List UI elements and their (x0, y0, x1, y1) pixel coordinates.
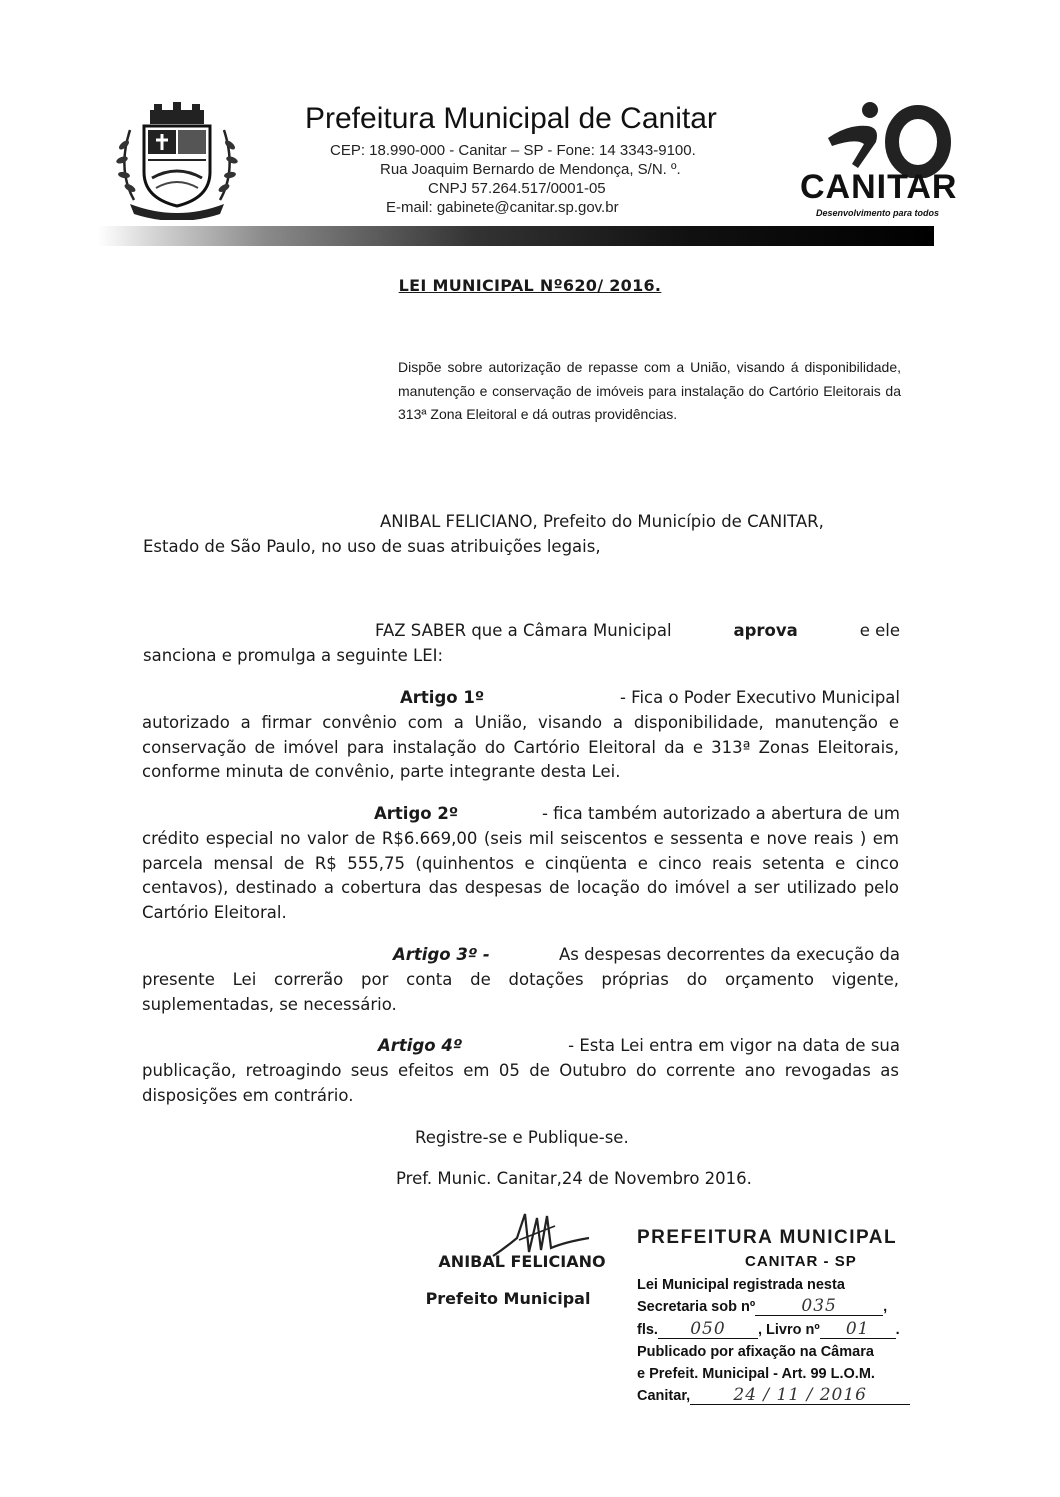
stamp-line-1: Lei Municipal registrada nesta (637, 1277, 845, 1293)
organization-name: Prefeitura Municipal de Canitar (305, 102, 717, 135)
header-divider-bar (98, 226, 934, 246)
article-3-label: Artigo 3º - (393, 945, 490, 964)
registration-stamp (637, 1226, 937, 1408)
intro-line-1: ANIBAL FELICIANO, Prefeito do Município de CANITAR, (380, 512, 824, 531)
stamp-line-6-label: Canitar, (637, 1388, 691, 1405)
article-3-heading (393, 943, 900, 968)
signature-block (412, 1210, 632, 1308)
stamp-book-value: 01 (820, 1321, 896, 1339)
stamp-line-4: Publicado por afixação na Câmara (637, 1343, 874, 1360)
article-4-text: publicação, retroagindo seus efeitos em 05 de Outubro do corrente ano revogadas as disposições em contrário. (142, 1061, 899, 1105)
logo-tagline: Desenvolvimento para todos (816, 208, 940, 218)
logo-wordmark: CANITAR (800, 168, 958, 206)
email-line: E-mail: gabinete@canitar.sp.gov.br (386, 199, 619, 216)
article-2-text: crédito especial no valor de R$6.669,00 (seis mil seiscentos e sessenta e nove reais ) em parcela mensal de R$ 555,75 (quinhentos e cinqüenta e cinco reais setenta e cinco centavos), destinado a cobertura das despesas de locação do imóvel a ser utilizado pelo Cartório Eleitoral. (142, 829, 899, 922)
faz-saber-text: FAZ SABER que a Câmara Municipal (375, 621, 672, 640)
stamp-date-value: 24 / 11 / 2016 (690, 1387, 910, 1405)
faz-saber-bold: aprova (733, 621, 798, 640)
stamp-sheet-value: 050 (658, 1321, 758, 1339)
article-1-first: - Fica o Poder Executivo Municipal (619, 688, 900, 707)
stamp-subtitle: CANITAR - SP (745, 1253, 857, 1270)
article-4-first: - Esta Lei entra em vigor na data de sua (568, 1036, 900, 1055)
signer-role: Prefeito Municipal (425, 1289, 591, 1308)
closing-date: Pref. Munic. Canitar,24 de Novembro 2016. (396, 1169, 752, 1188)
faz-saber-end: e ele (859, 621, 900, 640)
article-2-label: Artigo 2º (374, 804, 459, 823)
intro-line-2: Estado de São Paulo, no uso de suas atribuições legais, (143, 537, 601, 556)
stamp-line-2-label: Secretaria sob nº (637, 1299, 756, 1316)
stamp-line-3-label: fls. (637, 1321, 658, 1338)
address-line-2: Rua Joaquim Bernardo de Mendonça, S/N. º. (380, 161, 681, 178)
stamp-line-3-mid: , Livro nº (757, 1321, 820, 1338)
closing-register: Registre-se e Publique-se. (415, 1128, 629, 1147)
faz-saber-line-2: sanciona e promulga a seguinte LEI: (143, 646, 444, 665)
stamp-title: PREFEITURA MUNICIPAL (637, 1227, 898, 1248)
faz-saber-line-1 (375, 619, 900, 644)
article-3-text: presente Lei correrão por conta de dotações próprias do orçamento vigente, suplementadas, se necessário. (142, 970, 899, 1014)
article-2-heading (374, 802, 900, 827)
canitar-logo (798, 98, 978, 228)
address-line-1: CEP: 18.990-000 - Canitar – SP - Fone: 14 3343-9100. (330, 142, 696, 159)
canitar-logo-figure-icon (818, 98, 958, 178)
article-1-label: Artigo 1º (400, 688, 485, 707)
article-1-text: autorizado a firmar convênio com a União, visando a disponibilidade, manutenção e conservação de imóvel para instalação do Cartório Eleitoral da e 313ª Zonas Eleitorais, conforme minuta de convênio, parte integrante desta Lei. (142, 713, 899, 781)
stamp-line-5: e Prefeit. Municipal - Art. 99 L.O.M. (637, 1366, 875, 1383)
cnpj-line: CNPJ 57.264.517/0001-05 (428, 180, 606, 197)
article-2-first: - fica também autorizado a abertura de um (541, 804, 900, 823)
stamp-line-3: fls. 050 , Livro nº 01 . (637, 1318, 900, 1339)
stamp-line-6 (637, 1385, 937, 1407)
article-1-heading (400, 686, 900, 711)
signer-name: ANIBAL FELICIANO (438, 1252, 606, 1271)
stamp-number-value: 035 (755, 1298, 883, 1316)
article-4-label: Artigo 4º (378, 1036, 463, 1055)
law-summary: Dispõe sobre autorização de repasse com a União, visando á disponibilidade, manutenção e conservação de imóveis para instalação do Cartório Eleitorais da 313ª Zona Eleitoral e dá outras providências. (398, 359, 901, 422)
article-4-heading (378, 1034, 900, 1059)
stamp-line-2: Secretaria sob nº 035 , (637, 1296, 888, 1317)
municipal-coat-of-arms-icon (112, 100, 242, 220)
law-title: LEI MUNICIPAL Nº620/ 2016. (398, 276, 662, 295)
article-3-first: As despesas decorrentes da execução da (558, 945, 900, 964)
